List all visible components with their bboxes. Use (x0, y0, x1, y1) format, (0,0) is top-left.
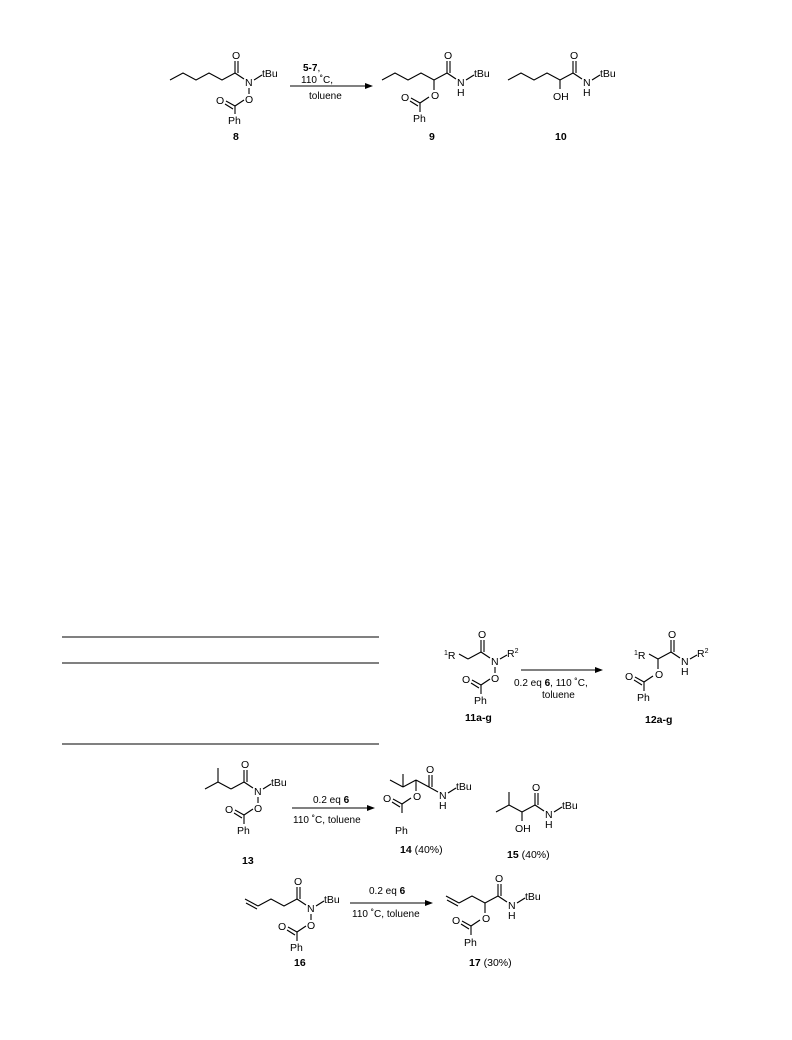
atom-oh: OH (515, 823, 531, 835)
atom-oh: OH (553, 91, 569, 103)
atom-o: O (216, 95, 225, 107)
arrow-head (425, 900, 433, 906)
atom-o: O (532, 782, 541, 794)
compound-label: 17 (30%) (469, 957, 512, 969)
atom-n: N (254, 786, 262, 798)
atom-ph: Ph (413, 113, 426, 125)
compound-10 (508, 50, 616, 143)
condition-reagent: 0.2 eq 6 (369, 886, 406, 897)
bond (446, 896, 459, 903)
compound-number: 10 (555, 131, 567, 143)
bond (244, 782, 253, 788)
compound-12a-g (625, 629, 709, 726)
bond (471, 920, 480, 926)
atom-h: H (583, 87, 591, 99)
condition-reagent: 5-7, (303, 63, 321, 74)
atom-o: O (278, 921, 287, 933)
condition-solvent: 110 ˚C, toluene (293, 815, 361, 826)
bond (468, 652, 481, 659)
atom-o: O (225, 804, 234, 816)
bond (297, 926, 306, 932)
atom-o: O (491, 673, 500, 685)
condition-solvent: toluene (542, 690, 575, 701)
compound-14 (383, 764, 472, 856)
bond (508, 73, 573, 80)
bond (481, 652, 490, 658)
atom-o: O (570, 50, 579, 62)
atom-o: O (383, 793, 392, 805)
atom-n: N (545, 809, 553, 821)
bond (170, 73, 235, 80)
bond (382, 73, 447, 80)
bond (246, 903, 257, 909)
bond (447, 900, 458, 906)
atom-o: O (668, 629, 677, 641)
bond (649, 654, 658, 659)
compound-13 (205, 759, 287, 867)
reaction-arrow-3 (292, 795, 375, 826)
bond (244, 809, 253, 815)
bond (231, 782, 244, 789)
reaction-arrow-4 (350, 886, 433, 920)
reaction-arrow-1 (290, 63, 373, 102)
bond (258, 899, 297, 906)
atom-n: N (508, 900, 516, 912)
bond (263, 784, 271, 789)
scheme-1 (170, 50, 616, 143)
atom-n: N (457, 77, 465, 89)
bond (509, 805, 522, 812)
bond (498, 896, 507, 902)
bond (403, 780, 416, 787)
compound-number: 8 (233, 131, 239, 143)
bond (517, 898, 525, 903)
atom-h: H (681, 666, 689, 678)
atom-o: O (478, 629, 487, 641)
atom-o: O (431, 90, 440, 102)
compound-15 (496, 782, 578, 861)
atom-o: O (245, 94, 254, 106)
atom-tbu: tBu (525, 891, 541, 903)
bond (235, 100, 244, 106)
atom-r1: $^1$R (444, 650, 456, 662)
bond (254, 75, 262, 80)
bond (554, 807, 562, 812)
atom-o: O (307, 920, 316, 932)
bond (658, 652, 671, 659)
atom-tbu: tBu (562, 800, 578, 812)
arrow-head (367, 805, 375, 811)
atom-o: O (294, 876, 303, 888)
compound-number: 12a-g (645, 714, 673, 726)
bond (297, 899, 306, 905)
atom-h: H (508, 910, 516, 922)
bond (218, 782, 231, 789)
bond (429, 787, 438, 792)
atom-o: O (452, 915, 461, 927)
bond (671, 652, 680, 658)
atom-n: N (307, 903, 315, 915)
atom-tbu: tBu (600, 68, 616, 80)
atom-n: N (583, 77, 591, 89)
compound-number: 9 (429, 131, 435, 143)
atom-o: O (482, 913, 491, 925)
scheme-2 (444, 629, 709, 726)
atom-ph: Ph (637, 692, 650, 704)
atom-r1: $^1$R (634, 650, 646, 662)
atom-h: H (457, 87, 465, 99)
atom-n: N (491, 656, 499, 668)
condition-solvent: 110 ˚C, toluene (352, 909, 420, 920)
atom-o: O (241, 759, 250, 771)
arrow-head (595, 667, 603, 673)
bond (448, 788, 456, 793)
atom-ph: Ph (237, 825, 250, 837)
atom-o: O (413, 791, 422, 803)
atom-ph: Ph (395, 825, 408, 837)
atom-tbu: tBu (262, 68, 278, 80)
atom-o: O (655, 669, 664, 681)
atom-tbu: tBu (324, 894, 340, 906)
scheme-3 (205, 759, 578, 867)
atom-tbu: tBu (474, 68, 490, 80)
arrow-head (365, 83, 373, 89)
compound-number: 16 (294, 957, 306, 969)
bond (205, 782, 218, 789)
bond (459, 654, 468, 659)
atom-n: N (439, 790, 447, 802)
bond (496, 805, 509, 812)
compound-label: 15 (40%) (507, 849, 550, 861)
compound-16 (245, 876, 340, 969)
bond (644, 676, 653, 682)
atom-o: O (625, 671, 634, 683)
bond (573, 73, 582, 79)
atom-ph: Ph (464, 937, 477, 949)
compound-17 (446, 873, 541, 969)
bond (535, 805, 544, 811)
atom-n: N (681, 656, 689, 668)
atom-r2: $R^2$ (507, 648, 519, 660)
atom-r2: $R^2$ (697, 648, 709, 660)
atom-o: O (426, 764, 435, 776)
condition-reagent: 0.2 eq 6 (313, 795, 350, 806)
atom-o: O (444, 50, 453, 62)
table-frame (62, 637, 379, 744)
compound-number: 13 (242, 855, 254, 867)
atom-o: O (495, 873, 504, 885)
compound-11a-g (444, 629, 519, 724)
compound-8 (170, 50, 278, 143)
bond (690, 655, 697, 659)
reaction-arrow-2 (514, 667, 603, 701)
condition-solvent: toluene (309, 91, 342, 102)
bond (390, 780, 403, 787)
bond (466, 75, 474, 80)
atom-ph: Ph (474, 695, 487, 707)
bond (481, 679, 490, 685)
atom-tbu: tBu (456, 781, 472, 793)
atom-o: O (232, 50, 241, 62)
bond (245, 899, 258, 906)
atom-o: O (462, 674, 471, 686)
bond (402, 798, 411, 804)
atom-h: H (439, 800, 447, 812)
bond (416, 780, 429, 787)
bond (447, 73, 456, 79)
atom-ph: Ph (290, 942, 303, 954)
bond (592, 75, 600, 80)
atom-o: O (254, 803, 263, 815)
atom-tbu: tBu (271, 777, 287, 789)
bond (420, 97, 429, 103)
compound-number: 11a-g (465, 712, 492, 724)
atom-h: H (545, 819, 553, 831)
bond (316, 901, 324, 906)
bond (459, 896, 498, 903)
atom-n: N (245, 77, 253, 89)
compound-label: 14 (40%) (400, 844, 443, 856)
atom-ph: Ph (228, 115, 241, 127)
bond (522, 805, 535, 812)
condition-reagent: 0.2 eq 6, 110 ˚C, (514, 678, 588, 689)
bond (235, 73, 244, 79)
condition-temperature: 110 ˚C, (301, 75, 334, 86)
compound-9 (382, 50, 490, 143)
scheme-4 (245, 873, 541, 969)
atom-o: O (401, 92, 410, 104)
bond (500, 655, 507, 659)
